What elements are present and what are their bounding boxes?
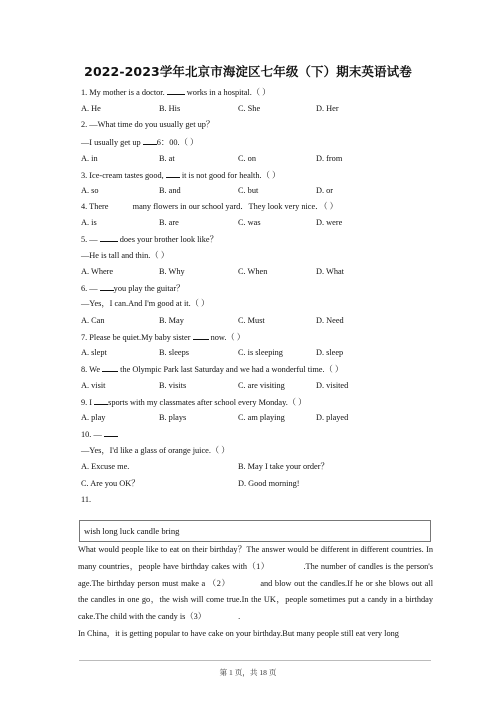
q7-option-c: C. is sleeping: [238, 348, 283, 357]
q6-option-d: D. Need: [316, 316, 344, 325]
q5-option-a: A. Where: [81, 267, 114, 276]
q7-option-a: A. slept: [81, 348, 107, 357]
q5-option-c: C. When: [238, 267, 268, 276]
question-10-stem: 10. —: [81, 428, 118, 440]
question-2-reply: —I usually get up 6：00.（ ）: [81, 138, 199, 147]
q3-option-b: B. and: [159, 186, 181, 195]
q9-option-d: D. played: [316, 413, 349, 422]
q8-option-c: C. are visiting: [238, 381, 285, 390]
answer-blank: [104, 428, 118, 437]
q10-option-c: C. Are you OK？: [81, 479, 140, 488]
answer-blank: [100, 233, 118, 242]
question-9-stem: 9. I sports with my classmates after school every Monday.（ ）: [81, 398, 307, 407]
question-8-stem: 8. We the Olympic Park last Saturday and we had a wonderful time.（ ）: [81, 365, 344, 374]
q10-option-d: D. Good morning!: [238, 479, 300, 488]
question-1-stem: 1. My mother is a doctor. works in a hospital.（ ）: [81, 88, 271, 97]
q10-option-a: A. Excuse me.: [81, 462, 130, 471]
word-bank-box: [79, 520, 431, 542]
answer-blank: [100, 282, 114, 291]
question-4-stem: 4. There many flowers in our school yard．They look very nice．（ ）: [81, 202, 338, 211]
question-3-stem: 3. Ice-cream tastes good, it is not good for health.（ ）: [81, 171, 281, 180]
question-10-reply: —Yes，I'd like a glass of orange juice.（ ）: [81, 446, 230, 455]
q8-option-b: B. visits: [159, 381, 187, 390]
q9-option-b: B. plays: [159, 413, 187, 422]
page-footer: 第 1 页，共 18 页: [219, 668, 277, 677]
question-5-stem: 5. — does your brother look like？: [81, 235, 218, 244]
answer-blank: [167, 86, 185, 95]
q8-option-d: D. visited: [316, 381, 349, 390]
q10-option-b: B. May I take your order？: [238, 462, 329, 471]
question-5-reply: —He is tall and thin.（ ）: [81, 251, 170, 260]
answer-blank: [166, 169, 180, 178]
page-title: 2022-2023学年北京市海淀区七年级（下）期末英语试卷: [84, 64, 412, 79]
q9-option-a: A. play: [81, 413, 106, 422]
question-6-stem: 6. — you play the guitar？: [81, 284, 185, 293]
passage-paragraph-1: What would people like to eat on their birthday？The answer would be different in different countries. In many countries，people have birthday cakes with（1） .The number of candles is the person's age.The birthday person must make a （2） and blow out the candles.If he or she blows out all the candles in one go，the wish will come true.In the UK，people sometimes put a candy in a birthday cake.The child with the candy is（3） .: [78, 545, 433, 622]
question-2-stem: 2. —What time do you usually get up？: [81, 120, 215, 129]
q7-option-b: B. sleeps: [159, 348, 189, 357]
answer-blank: [94, 396, 108, 405]
q2-option-a: A. in: [81, 154, 98, 163]
answer-blank: [193, 331, 209, 340]
q1-option-a: A. He: [81, 104, 101, 113]
q3-option-d: D. or: [316, 186, 334, 195]
question-6-reply: —Yes，I can.And I'm good at it.（ ）: [81, 299, 210, 308]
q2-option-d: D. from: [316, 154, 343, 163]
q4-option-d: D. were: [316, 218, 343, 227]
q6-option-a: A. Can: [81, 316, 105, 325]
q1-option-b: B. His: [159, 104, 181, 113]
q4-option-c: C. was: [238, 218, 261, 227]
q2-option-c: C. on: [238, 154, 256, 163]
q5-option-d: D. What: [316, 267, 344, 276]
reading-passage: [78, 542, 433, 643]
q2-option-b: B. at: [159, 154, 175, 163]
q7-option-d: D. sleep: [316, 348, 344, 357]
q4-option-b: B. are: [159, 218, 179, 227]
answer-blank: [143, 136, 157, 145]
question-7-stem: 7. Please be quiet.My baby sister now.（ ）: [81, 333, 246, 342]
passage-paragraph-2: In China，it is getting popular to have cake on your birthday.But many people still eat very long: [78, 628, 399, 638]
word-bank-text: wish long luck candle bring: [84, 526, 180, 536]
q5-option-b: B. Why: [159, 267, 185, 276]
question-11-label: 11.: [81, 495, 92, 504]
q8-option-a: A. visit: [81, 381, 106, 390]
q1-option-c: C. She: [238, 104, 261, 113]
q3-option-a: A. so: [81, 186, 99, 195]
q4-option-a: A. is: [81, 218, 97, 227]
q1-option-d: D. Her: [316, 104, 339, 113]
q9-option-c: C. am playing: [238, 413, 285, 422]
q6-option-b: B. May: [159, 316, 184, 325]
q3-option-c: C. but: [238, 186, 259, 195]
answer-blank: [102, 363, 118, 372]
footer-divider: [79, 660, 431, 661]
q6-option-c: C. Must: [238, 316, 265, 325]
